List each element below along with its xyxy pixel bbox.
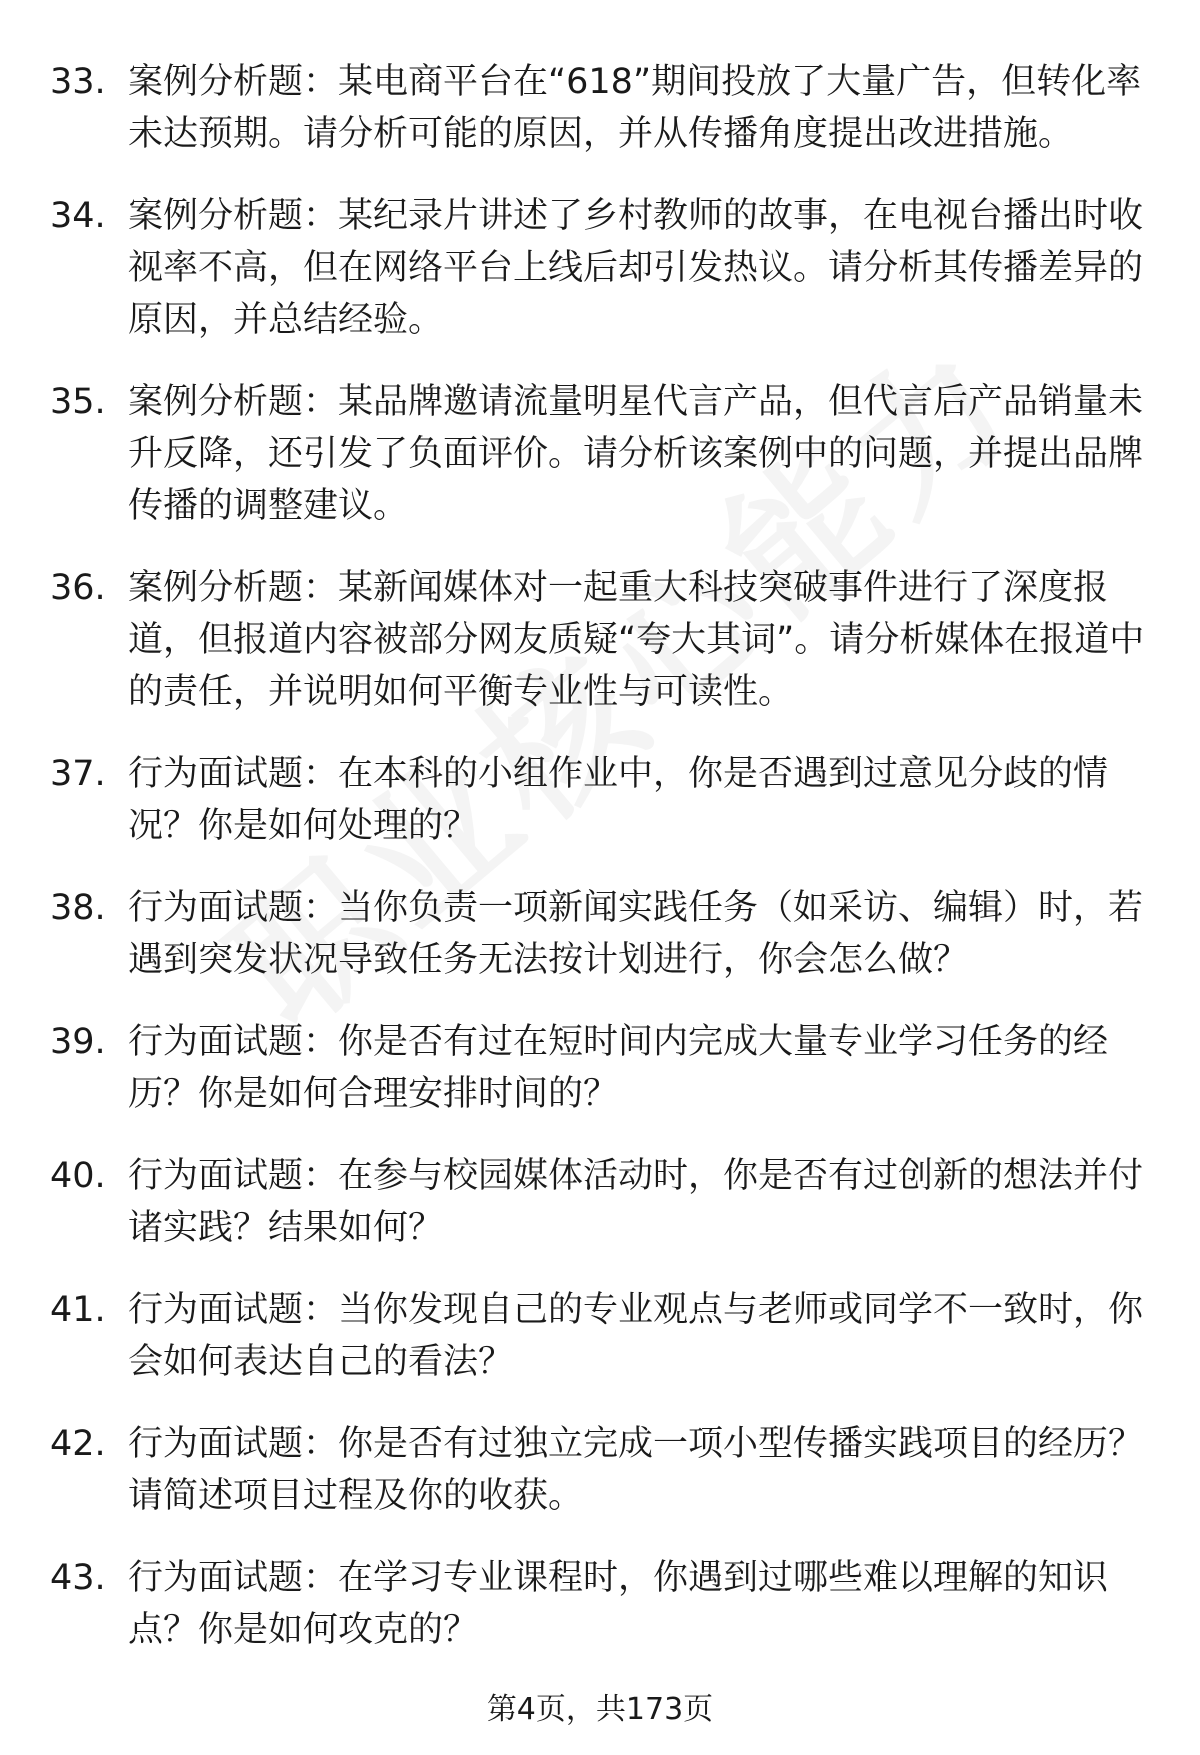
item-number: 41.: [50, 1290, 106, 1330]
item-text: 案例分析题：某电商平台在“618”期间投放了大量广告，但转化率未达预期。请分析可能的原因，并从传播角度提出改进措施。: [128, 62, 1142, 154]
item-number: 36.: [50, 568, 106, 608]
list-item: [50, 748, 1160, 852]
item-text: 行为面试题：在本科的小组作业中，你是否遇到过意见分歧的情况？你是如何处理的？: [128, 754, 1109, 846]
list-item: [50, 1552, 1160, 1656]
item-text: 行为面试题：你是否有过独立完成一项小型传播实践项目的经历？请简述项目过程及你的收获。: [128, 1424, 1144, 1516]
item-text: 案例分析题：某纪录片讲述了乡村教师的故事，在电视台播出时收视率不高，但在网络平台上线后却引发热议。请分析其传播差异的原因，并总结经验。: [128, 196, 1144, 340]
item-number: 38.: [50, 888, 106, 928]
page-footer: 第4页，共173页: [486, 1692, 714, 1727]
list-item: [50, 376, 1160, 532]
list-item: [50, 1284, 1160, 1388]
item-number: 39.: [50, 1022, 106, 1062]
item-text: 行为面试题：在学习专业课程时，你遇到过哪些难以理解的知识点？你是如何攻克的？: [128, 1558, 1109, 1650]
list-item: [50, 1418, 1160, 1522]
item-number: 42.: [50, 1424, 106, 1464]
item-text: 案例分析题：某品牌邀请流量明星代言产品，但代言后产品销量未升反降，还引发了负面评价。请分析该案例中的问题，并提出品牌传播的调整建议。: [128, 382, 1144, 526]
item-text: 行为面试题：你是否有过在短时间内完成大量专业学习任务的经历？你是如何合理安排时间的？: [128, 1022, 1109, 1114]
list-item: [50, 1150, 1160, 1254]
item-number: 37.: [50, 754, 106, 794]
item-text: 行为面试题：当你负责一项新闻实践任务（如采访、编辑）时，若遇到突发状况导致任务无法按计划进行，你会怎么做？: [128, 888, 1144, 980]
item-text: 行为面试题：在参与校园媒体活动时，你是否有过创新的想法并付诸实践？结果如何？: [128, 1156, 1144, 1248]
item-text: 行为面试题：当你发现自己的专业观点与老师或同学不一致时，你会如何表达自己的看法？: [128, 1290, 1144, 1382]
item-number: 35.: [50, 382, 106, 422]
item-number: 40.: [50, 1156, 106, 1196]
item-number: 34.: [50, 196, 106, 236]
list-item: [50, 562, 1160, 718]
item-number: 43.: [50, 1558, 106, 1598]
item-number: 33.: [50, 62, 106, 102]
list-item: [50, 56, 1160, 160]
list-item: [50, 1016, 1160, 1120]
list-item: [50, 882, 1160, 986]
question-list: [50, 56, 1160, 1686]
list-item: [50, 190, 1160, 346]
item-text: 案例分析题：某新闻媒体对一起重大科技突破事件进行了深度报道，但报道内容被部分网友质疑“夸大其词”。请分析媒体在报道中的责任，并说明如何平衡专业性与可读性。: [128, 568, 1145, 712]
